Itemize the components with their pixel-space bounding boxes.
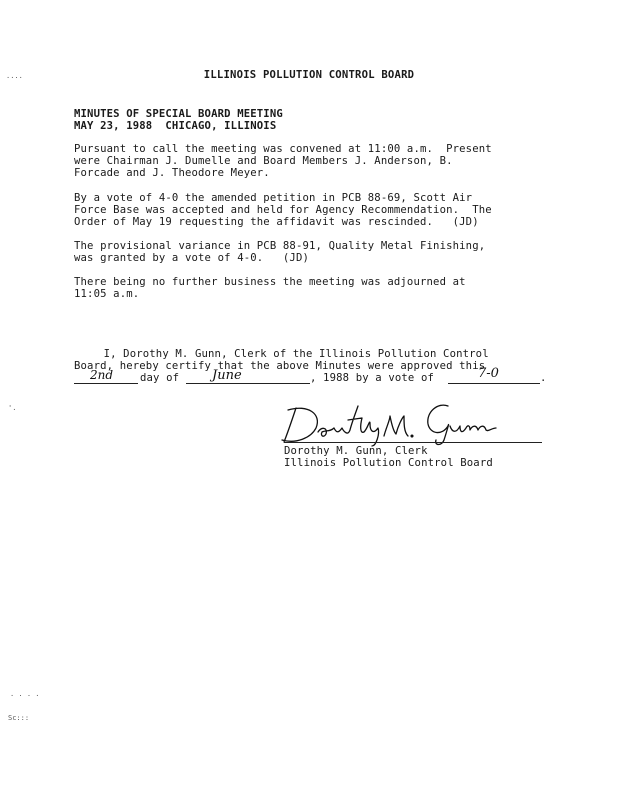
meeting-date-location: MAY 23, 1988 CHICAGO, ILLINOIS (74, 120, 277, 132)
paragraph-2-line-3: Order of May 19 requesting the affidavit was rescinded. (JD) (74, 216, 479, 228)
end-punct: . (540, 372, 547, 384)
paragraph-3-line-2: was granted by a vote of 4-0. (JD) (74, 252, 310, 264)
paragraph-4-line-2: 11:05 a.m. (74, 288, 140, 300)
margin-mark-bottom-1: . . . . (10, 690, 40, 698)
vote-blank (448, 383, 540, 384)
paragraph-1-line-3: Forcade and J. Theodore Meyer. (74, 167, 270, 179)
paragraph-2-line-2: Force Base was accepted and held for Agency Recommendation. The (74, 204, 492, 216)
minutes-title: MINUTES OF SPECIAL BOARD MEETING (74, 108, 283, 120)
signature-line (284, 442, 542, 443)
clerk-name: Dorothy M. Gunn, Clerk (284, 445, 428, 457)
paragraph-1-line-2: were Chairman J. Dumelle and Board Members J. Anderson, B. (74, 155, 453, 167)
margin-mark-bottom-2: Sc::: (8, 714, 30, 722)
handwritten-month: June (212, 368, 242, 383)
board-header: ILLINOIS POLLUTION CONTROL BOARD (203, 69, 415, 81)
day-of-label: day of (140, 372, 180, 384)
paragraph-1-line-1: Pursuant to call the meeting was convened at 11:00 a.m. Present (74, 143, 492, 155)
paragraph-2-line-1: By a vote of 4-0 the amended petition in PCB 88-69, Scott Air (74, 192, 473, 204)
handwritten-vote: 7-0 (478, 366, 499, 381)
paragraph-3-line-1: The provisional variance in PCB 88-91, Quality Metal Finishing, (74, 240, 486, 252)
handwritten-day: 2nd (90, 368, 114, 382)
certification-line-1: I, Dorothy M. Gunn, Clerk of the Illinois Pollution Control (84, 348, 489, 360)
day-blank (74, 383, 138, 384)
clerk-title: Illinois Pollution Control Board (284, 457, 493, 469)
margin-mark-top: .... (6, 72, 23, 80)
month-blank (186, 383, 310, 384)
clerk-signature (278, 398, 508, 448)
year-vote-text: , 1988 by a vote of (310, 372, 435, 384)
margin-mark-mid: '. (8, 404, 17, 412)
certification-line-2: Board, hereby certify that the above Minutes were approved this (74, 360, 486, 372)
paragraph-4-line-1: There being no further business the meeting was adjourned at (74, 276, 466, 288)
